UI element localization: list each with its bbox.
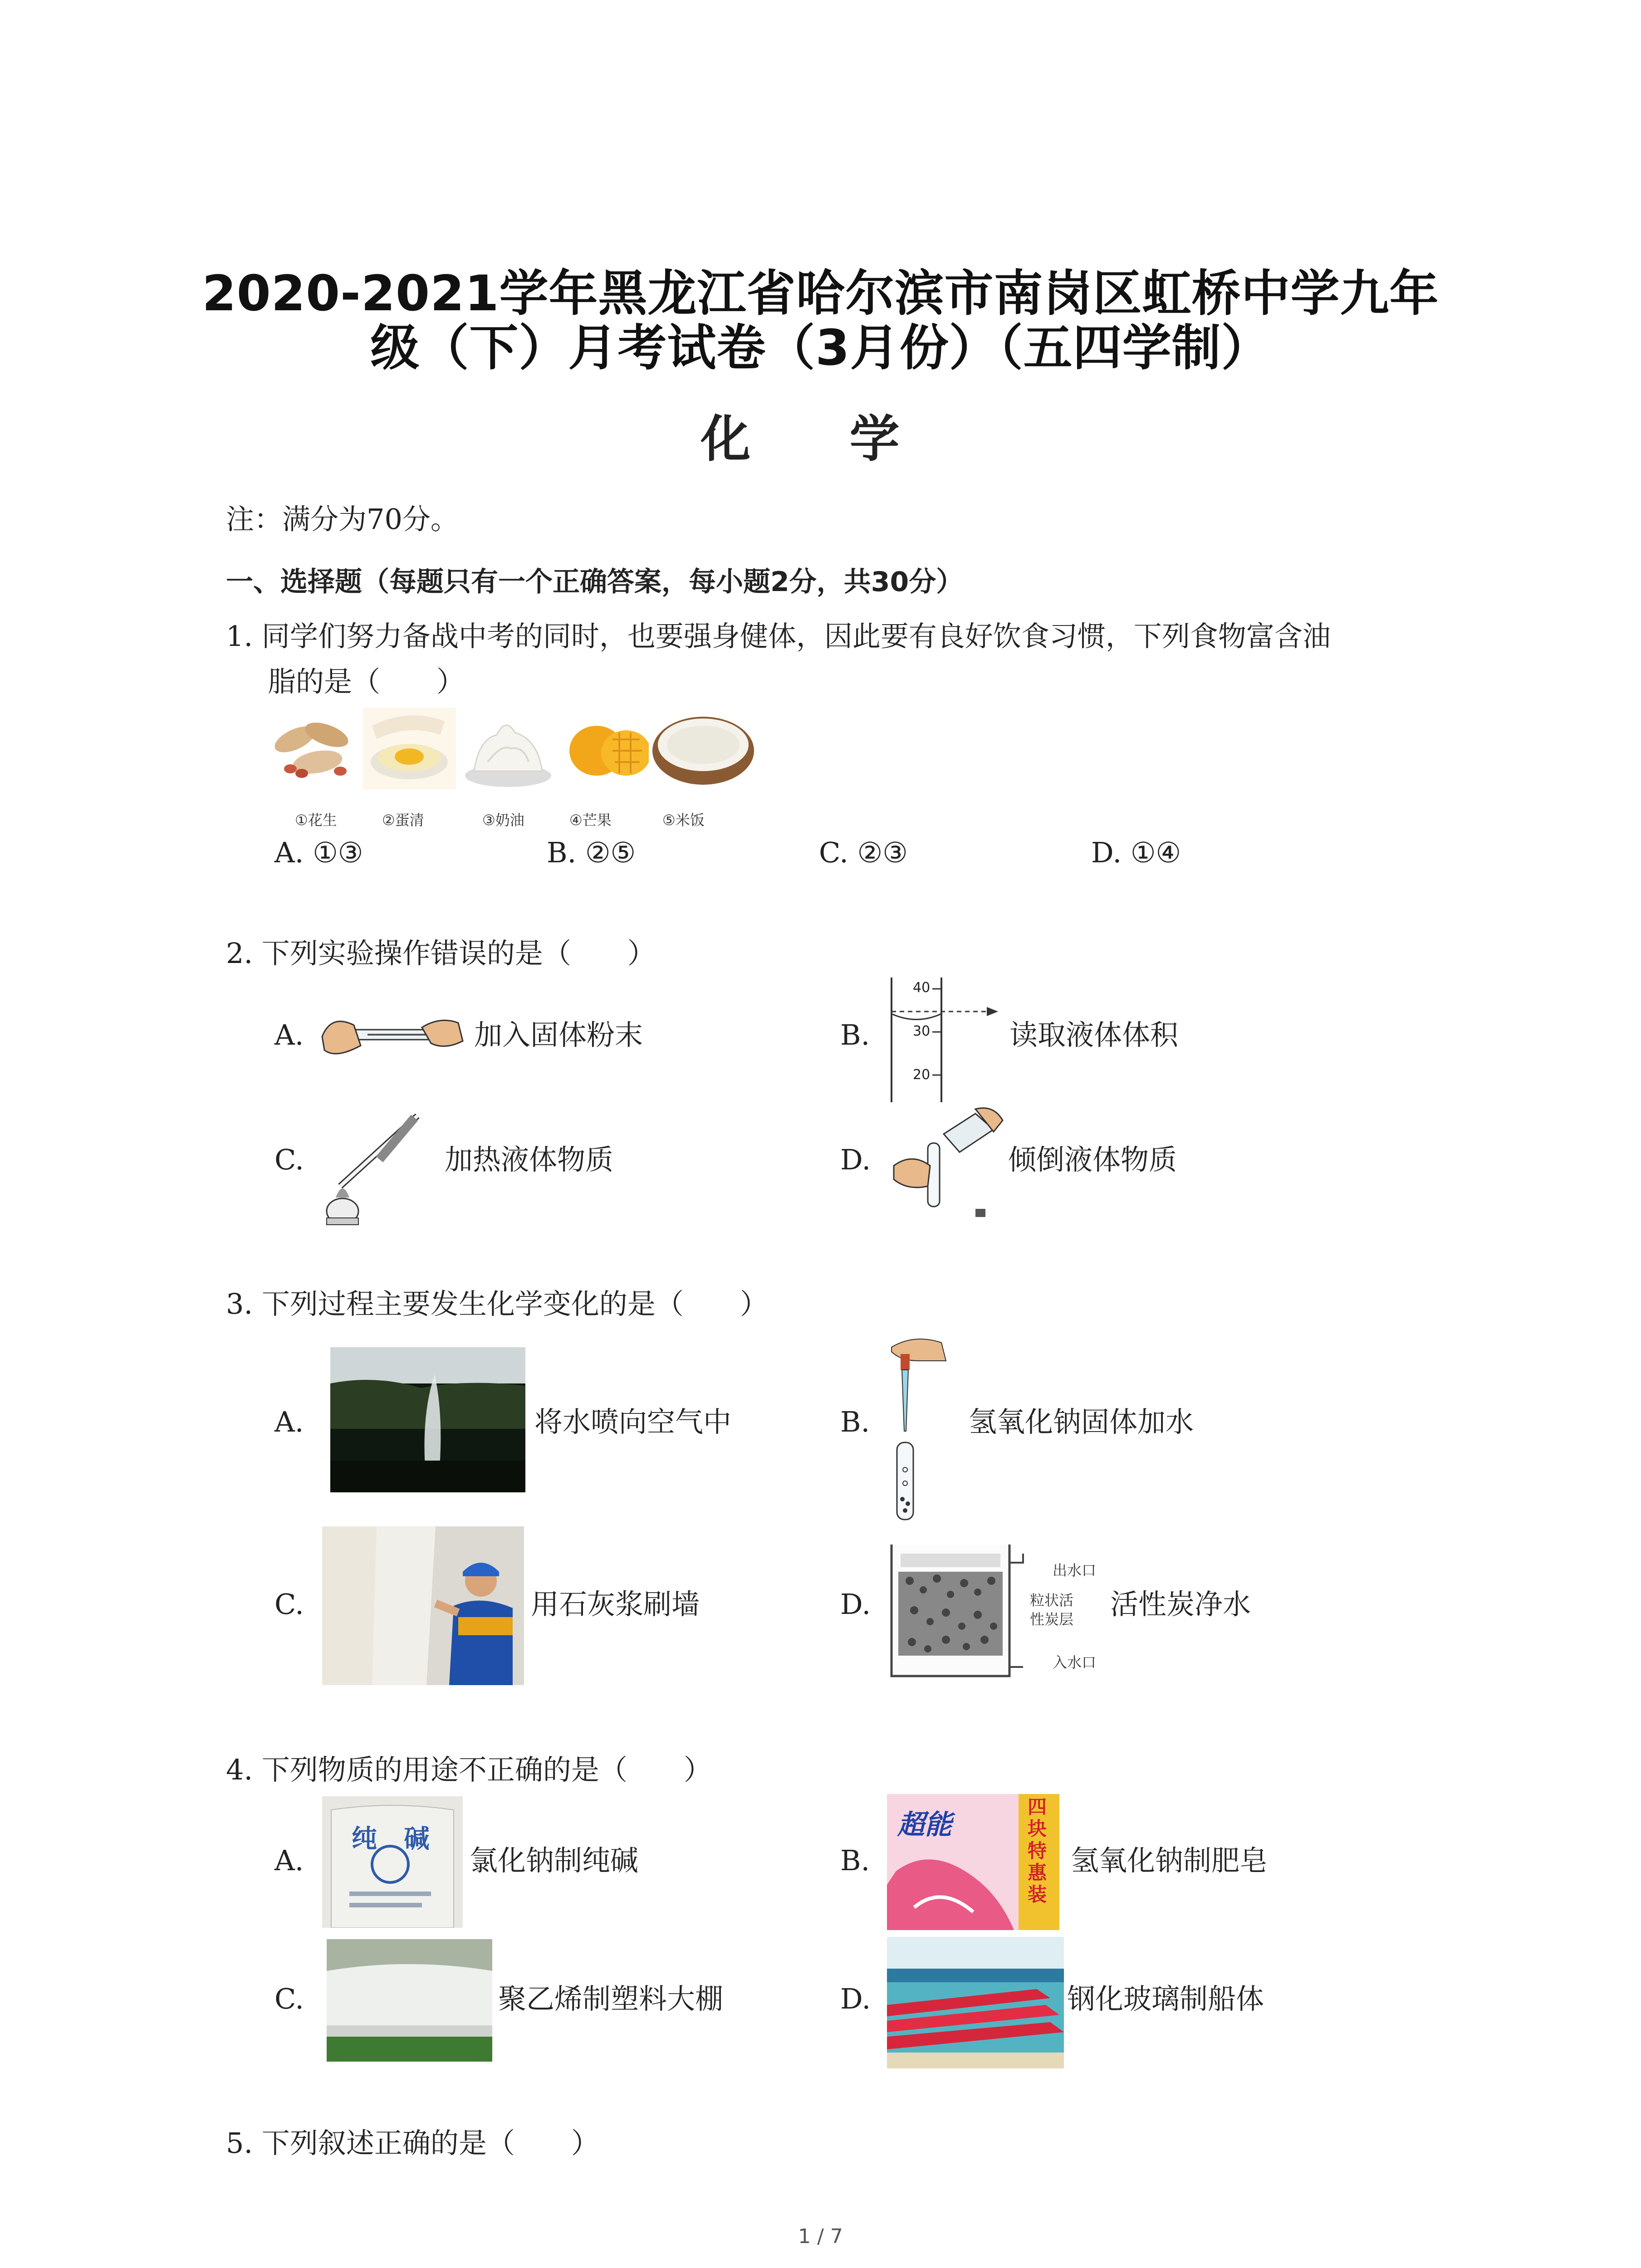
soap-brand-label: 超能 [897, 1809, 952, 1841]
q2-option-c-letter[interactable]: C. [274, 1143, 304, 1176]
caption-peanut: ①花生 [295, 811, 337, 829]
filter-label-inlet: 入水口 [1053, 1654, 1097, 1671]
q4-option-b-letter[interactable]: B. [840, 1844, 870, 1877]
q3-option-c-letter[interactable]: C. [274, 1588, 304, 1621]
question-1-stem-line-1: 1. 同学们努力备战中考的同时，也要强身健体，因此要有良好饮食习惯，下列食物富含油 [226, 620, 1331, 653]
cylinder-tick-40: 40 [913, 980, 931, 996]
q3-option-c-text: 用石灰浆刷墙 [531, 1588, 700, 1621]
naoh-dissolving-image [887, 1334, 978, 1524]
q1-option-b[interactable]: B. ②⑤ [547, 836, 636, 869]
question-2-stem: 2. 下列实验操作错误的是（ ） [226, 937, 656, 970]
q2-option-d-letter[interactable]: D. [840, 1143, 871, 1176]
page-number: 1 / 7 [798, 2225, 843, 2248]
document-title-line-2: 级（下）月考试卷（3月份）（五四学制） [370, 320, 1271, 376]
rice-image [649, 708, 758, 789]
q4-option-a-text: 氯化钠制纯碱 [470, 1844, 639, 1877]
peanut-image [268, 708, 361, 789]
q4-option-b-text: 氢氧化钠制肥皂 [1071, 1844, 1268, 1877]
q2-option-a-letter[interactable]: A. [274, 1018, 304, 1051]
score-note: 注：满分为70分。 [226, 503, 459, 536]
subject-title: 化 学 [700, 410, 941, 468]
q2-option-b-text: 读取液体体积 [1009, 1018, 1179, 1051]
egg-white-image [363, 708, 456, 789]
soda-ash-bag-image [322, 1796, 463, 1928]
q2-option-b-letter[interactable]: B. [840, 1018, 870, 1051]
q3-option-b-text: 氢氧化钠固体加水 [969, 1405, 1194, 1438]
q4-option-d-letter[interactable]: D. [840, 1982, 871, 2015]
mango-image [563, 708, 653, 789]
caption-cream: ③奶油 [482, 811, 524, 829]
q1-option-a[interactable]: A. ①③ [274, 836, 363, 869]
caption-egg-white: ②蛋清 [382, 811, 424, 829]
q2-option-d-text: 倾倒液体物质 [1008, 1143, 1177, 1176]
filter-label-outlet: 出水口 [1053, 1562, 1097, 1579]
q1-option-c[interactable]: C. ②③ [819, 836, 908, 869]
q4-option-c-text: 聚乙烯制塑料大棚 [498, 1982, 724, 2015]
filter-label-layer-1: 粒状活 [1030, 1592, 1074, 1609]
document-title-line-1: 2020-2021学年黑龙江省哈尔滨市南岗区虹桥中学九年 [202, 265, 1439, 322]
q4-option-c-letter[interactable]: C. [274, 1982, 304, 2015]
q3-option-d-text: 活性炭净水 [1110, 1588, 1251, 1621]
question-3-stem: 3. 下列过程主要发生化学变化的是（ ） [226, 1287, 768, 1320]
q3-option-b-letter[interactable]: B. [840, 1405, 870, 1438]
pouring-liquid-image [885, 1107, 1007, 1225]
q4-option-d-text: 钢化玻璃制船体 [1067, 1982, 1264, 2015]
q1-option-d[interactable]: D. ①④ [1091, 836, 1181, 869]
q3-option-d-letter[interactable]: D. [840, 1588, 871, 1621]
q2-option-a-text: 加入固体粉末 [474, 1018, 643, 1051]
q4-option-a-letter[interactable]: A. [274, 1844, 304, 1877]
cream-image [460, 708, 556, 789]
whitewash-wall-image [322, 1526, 524, 1685]
fountain-image [330, 1347, 525, 1492]
question-4-stem: 4. 下列物质的用途不正确的是（ ） [226, 1753, 712, 1786]
question-5-stem: 5. 下列叙述正确的是（ ） [226, 2126, 599, 2160]
q3-option-a-text: 将水喷向空气中 [534, 1405, 732, 1438]
q3-option-a-letter[interactable]: A. [274, 1405, 304, 1438]
boat-hulls-image [887, 1937, 1064, 2068]
activated-carbon-filter-image [887, 1531, 1037, 1685]
heating-test-tube-image [318, 1102, 440, 1229]
greenhouse-image [327, 1939, 492, 2062]
cylinder-tick-30: 30 [913, 1023, 931, 1039]
cylinder-tick-20: 20 [913, 1067, 931, 1083]
caption-mango: ④芒果 [569, 811, 612, 829]
measuring-cylinder-image [885, 975, 1007, 1105]
soda-bag-label: 纯 碱 [352, 1824, 439, 1854]
caption-rice: ⑤米饭 [662, 811, 705, 829]
filter-label-layer-2: 性炭层 [1030, 1611, 1074, 1628]
section-heading-choice: 一、选择题（每题只有一个正确答案，每小题2分，共30分） [226, 566, 964, 598]
soap-box-side-label: 四块特惠装 [1028, 1796, 1047, 1906]
question-1-stem-line-2: 脂的是（ ） [268, 665, 465, 698]
q2-option-c-text: 加热液体物质 [445, 1143, 614, 1176]
add-powder-image [318, 1005, 467, 1066]
